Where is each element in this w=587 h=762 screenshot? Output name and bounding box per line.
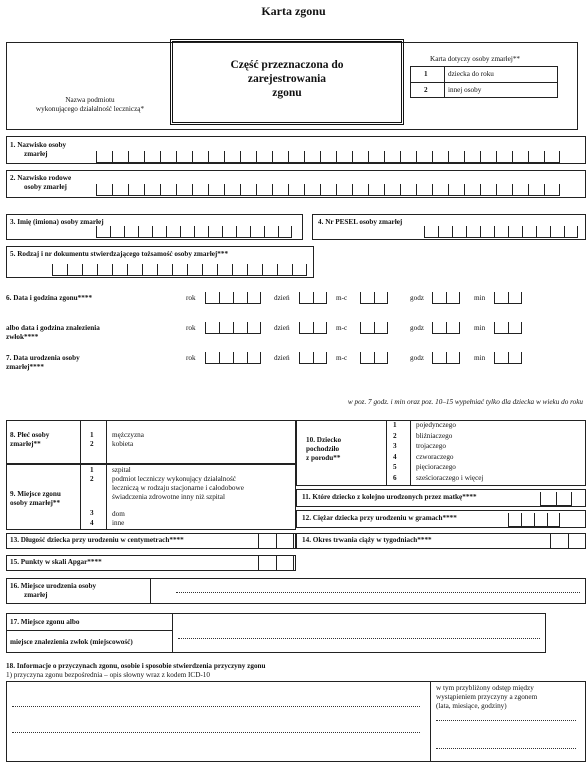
field-2-label: 2. Nazwisko rodowe osoby zmarłej: [10, 174, 72, 191]
f6-min-label: min: [474, 294, 486, 302]
sex-1-number: 1: [90, 431, 94, 439]
comb-cell[interactable]: [52, 264, 67, 276]
comb-cell[interactable]: [299, 322, 313, 334]
comb-cell[interactable]: [556, 492, 572, 506]
comb-cell[interactable]: [464, 184, 480, 196]
place-option-other[interactable]: inne: [112, 519, 125, 527]
comb-cell[interactable]: [176, 184, 192, 196]
comb-cell[interactable]: [240, 151, 256, 163]
comb-cell[interactable]: [534, 513, 547, 527]
comb-cell[interactable]: [374, 292, 388, 304]
comb-cell[interactable]: [448, 184, 464, 196]
f6b-rok-label: rok: [186, 324, 196, 332]
f7-rok-label: rok: [186, 354, 196, 362]
comb-cell[interactable]: [508, 292, 522, 304]
multiplicity-3-number: 3: [393, 442, 397, 450]
comb-cell[interactable]: [219, 292, 233, 304]
comb-cell[interactable]: [272, 151, 288, 163]
comb-cell[interactable]: [219, 352, 233, 364]
option-1-child[interactable]: dziecka do roku: [448, 70, 494, 78]
comb-cell[interactable]: [96, 226, 110, 238]
comb-cell[interactable]: [508, 352, 522, 364]
document-title: Karta zgonu: [261, 4, 326, 18]
comb-cell[interactable]: [438, 226, 452, 238]
sex-option-male[interactable]: mężczyzna: [112, 431, 144, 439]
f7-mc-label: m-c: [336, 354, 348, 362]
comb-cell[interactable]: [544, 184, 560, 196]
comb-cell[interactable]: [313, 352, 327, 364]
comb-cell[interactable]: [205, 352, 219, 364]
comb-cell[interactable]: [494, 322, 508, 334]
field-17-label-1: 17. Miejsce zgonu albo: [10, 618, 80, 626]
place-option-other-facility[interactable]: podmiot leczniczy wykonujący działalność leczniczą w rodzaju stacjonarne i całodobowe świadczenia zdrowotne inny niż szpital: [112, 475, 244, 501]
birth-minute-input[interactable]: [494, 352, 522, 364]
comb-cell[interactable]: [256, 184, 272, 196]
comb-cell[interactable]: [512, 151, 528, 163]
comb-cell[interactable]: [508, 322, 522, 334]
comb-cell[interactable]: [446, 352, 460, 364]
comb-cell[interactable]: [205, 292, 219, 304]
comb-cell[interactable]: [544, 151, 560, 163]
f6-dzien-label: dzień: [274, 294, 290, 302]
comb-cell[interactable]: [172, 264, 187, 276]
comb-cell[interactable]: [550, 226, 564, 238]
multiplicity-option-5[interactable]: pięcioraczego: [416, 463, 456, 471]
comb-cell[interactable]: [166, 226, 180, 238]
comb-cell[interactable]: [480, 151, 496, 163]
field-9-label: 9. Miejsce zgonu osoby zmarłej**: [10, 490, 61, 507]
field-16-label: 16. Miejsce urodzenia osoby zmarłej: [10, 582, 97, 599]
comb-cell[interactable]: [160, 151, 176, 163]
field-8-label: 8. Płeć osoby zmarłej**: [10, 431, 50, 448]
multiplicity-6-number: 6: [393, 473, 397, 482]
comb-cell[interactable]: [432, 292, 446, 304]
interval-label: w tym przybliżony odstęp między wystąpieniem przyczyny a zgonem (lata, miesiące, godziny): [436, 684, 538, 710]
child-fields-note: w poz. 7 godz. i min oraz poz. 10–15 wypełniać tylko dla dziecka w wieku do roku: [347, 398, 583, 406]
multiplicity-option-2[interactable]: bliźniaczego: [416, 431, 453, 440]
comb-cell[interactable]: [272, 184, 288, 196]
comb-cell[interactable]: [262, 264, 277, 276]
field-8-box: [6, 420, 296, 464]
comb-cell[interactable]: [187, 264, 202, 276]
comb-cell[interactable]: [368, 184, 384, 196]
comb-cell[interactable]: [452, 226, 466, 238]
comb-cell[interactable]: [224, 184, 240, 196]
field-5-label: 5. Rodzaj i nr dokumentu stwierdzającego tożsamość osoby zmarłej***: [10, 250, 229, 258]
birth-month-input[interactable]: [360, 352, 388, 364]
comb-cell[interactable]: [82, 264, 97, 276]
death-hour-input[interactable]: [432, 292, 460, 304]
comb-cell[interactable]: [432, 151, 448, 163]
comb-cell[interactable]: [144, 184, 160, 196]
comb-cell[interactable]: [96, 151, 112, 163]
field-12-label: 12. Ciężar dziecka przy urodzeniu w gramach****: [302, 514, 457, 522]
field-18-sublabel: 1) przyczyna zgonu bezpośrednia – opis słowny wraz z kodem ICD-10: [6, 671, 210, 679]
death-day-input[interactable]: [299, 292, 327, 304]
comb-cell[interactable]: [299, 292, 313, 304]
comb-cell[interactable]: [374, 352, 388, 364]
comb-cell[interactable]: [448, 151, 464, 163]
comb-cell[interactable]: [110, 226, 124, 238]
f7-godz-label: godz: [410, 354, 424, 362]
comb-cell[interactable]: [400, 151, 416, 163]
comb-cell[interactable]: [208, 226, 222, 238]
comb-cell[interactable]: [176, 151, 192, 163]
comb-cell[interactable]: [536, 226, 550, 238]
comb-cell[interactable]: [233, 352, 247, 364]
comb-cell[interactable]: [276, 533, 294, 549]
maiden-name-input[interactable]: [96, 184, 560, 196]
f6-mc-label: m-c: [336, 294, 348, 302]
comb-cell[interactable]: [288, 184, 304, 196]
entity-label: Nazwa podmiotu wykonującego działalność leczniczą*: [35, 96, 145, 113]
comb-cell[interactable]: [352, 184, 368, 196]
f6b-godz-label: godz: [410, 324, 424, 332]
interval-line-2-input[interactable]: [436, 748, 576, 749]
f6-godz-label: godz: [410, 294, 424, 302]
comb-cell[interactable]: [432, 352, 446, 364]
comb-cell[interactable]: [424, 226, 438, 238]
comb-cell[interactable]: [336, 184, 352, 196]
field-17-box: [6, 613, 546, 653]
comb-cell[interactable]: [112, 151, 128, 163]
option-2-number: 2: [424, 86, 428, 94]
comb-cell[interactable]: [432, 322, 446, 334]
comb-cell[interactable]: [277, 264, 292, 276]
place-option-hospital[interactable]: szpital: [112, 466, 131, 474]
comb-cell[interactable]: [160, 184, 176, 196]
comb-cell[interactable]: [496, 151, 512, 163]
multiplicity-4-number: 4: [393, 452, 397, 461]
place-option-home[interactable]: dom: [112, 510, 125, 518]
comb-cell[interactable]: [400, 184, 416, 196]
pregnancy-weeks-input[interactable]: [550, 533, 586, 549]
apgar-score-input[interactable]: [258, 555, 294, 571]
field-7-label: 7. Data urodzenia osoby zmarłej****: [6, 354, 80, 371]
comb-cell[interactable]: [299, 352, 313, 364]
death-place-input[interactable]: [178, 638, 540, 639]
birth-hour-input[interactable]: [432, 352, 460, 364]
death-month-input[interactable]: [360, 292, 388, 304]
comb-cell[interactable]: [208, 151, 224, 163]
comb-cell[interactable]: [547, 513, 560, 527]
found-year-input[interactable]: [205, 322, 261, 334]
comb-cell[interactable]: [494, 352, 508, 364]
cause-line-2-input[interactable]: [12, 732, 420, 733]
comb-cell[interactable]: [192, 184, 208, 196]
comb-cell[interactable]: [480, 184, 496, 196]
comb-cell[interactable]: [276, 555, 294, 571]
comb-cell[interactable]: [96, 184, 112, 196]
comb-cell[interactable]: [152, 226, 166, 238]
comb-cell[interactable]: [142, 264, 157, 276]
comb-cell[interactable]: [384, 151, 400, 163]
comb-cell[interactable]: [288, 151, 304, 163]
option-1-number: 1: [424, 70, 428, 78]
comb-cell[interactable]: [446, 322, 460, 334]
death-year-input[interactable]: [205, 292, 261, 304]
field-11-label: 11. Które dziecko z kolejno urodzonych przez matkę****: [302, 493, 477, 501]
comb-cell[interactable]: [368, 151, 384, 163]
comb-cell[interactable]: [240, 184, 256, 196]
multiplicity-option-3[interactable]: trojaczego: [416, 442, 446, 450]
multiplicity-option-6[interactable]: sześcioraczego i więcej: [416, 473, 484, 482]
field-15-label: 15. Punkty w skali Apgar****: [10, 558, 102, 566]
surname-input[interactable]: [96, 151, 560, 163]
multiplicity-5-number: 5: [393, 463, 397, 471]
first-names-input[interactable]: [96, 226, 292, 238]
comb-cell[interactable]: [250, 226, 264, 238]
multiplicity-2-number: 2: [393, 431, 397, 440]
comb-cell[interactable]: [292, 264, 307, 276]
field-13-label: 13. Długość dziecka przy urodzeniu w centymetrach****: [10, 536, 184, 544]
cause-line-1-input[interactable]: [12, 706, 420, 707]
f6b-mc-label: m-c: [336, 324, 348, 332]
f7-dzien-label: dzień: [274, 354, 290, 362]
comb-cell[interactable]: [313, 322, 327, 334]
comb-cell[interactable]: [336, 151, 352, 163]
field-6-label: 6. Data i godzina zgonu****: [6, 294, 93, 302]
f6-rok-label: rok: [186, 294, 196, 302]
f6b-dzien-label: dzień: [274, 324, 290, 332]
comb-cell[interactable]: [508, 513, 521, 527]
place-2-number: 2: [90, 475, 94, 483]
comb-cell[interactable]: [247, 322, 261, 334]
comb-cell[interactable]: [508, 226, 522, 238]
comb-cell[interactable]: [360, 352, 374, 364]
comb-cell[interactable]: [157, 264, 172, 276]
comb-cell[interactable]: [564, 226, 578, 238]
comb-cell[interactable]: [258, 555, 276, 571]
comb-cell[interactable]: [180, 226, 194, 238]
comb-cell[interactable]: [217, 264, 232, 276]
comb-cell[interactable]: [416, 184, 432, 196]
field-10-label: 10. Dziecko pochodziło z porodu**: [306, 436, 342, 462]
comb-cell[interactable]: [540, 492, 556, 506]
comb-cell[interactable]: [144, 151, 160, 163]
comb-cell[interactable]: [247, 292, 261, 304]
comb-cell[interactable]: [264, 226, 278, 238]
card-concerns-label: Karta dotyczy osoby zmarłej**: [430, 55, 521, 63]
comb-cell[interactable]: [521, 513, 534, 527]
comb-cell[interactable]: [97, 264, 112, 276]
field-3-label: 3. Imię (imiona) osoby zmarłej: [10, 218, 104, 226]
comb-cell[interactable]: [494, 226, 508, 238]
comb-cell[interactable]: [233, 292, 247, 304]
comb-cell[interactable]: [528, 184, 544, 196]
sex-option-female[interactable]: kobieta: [112, 440, 134, 448]
comb-cell[interactable]: [313, 292, 327, 304]
comb-cell[interactable]: [128, 151, 144, 163]
found-hour-input[interactable]: [432, 322, 460, 334]
comb-cell[interactable]: [374, 322, 388, 334]
comb-cell[interactable]: [522, 226, 536, 238]
comb-cell[interactable]: [496, 184, 512, 196]
birthplace-input[interactable]: [176, 592, 580, 593]
comb-cell[interactable]: [304, 184, 320, 196]
comb-cell[interactable]: [258, 533, 276, 549]
comb-cell[interactable]: [494, 292, 508, 304]
comb-cell[interactable]: [247, 264, 262, 276]
comb-cell[interactable]: [512, 184, 528, 196]
comb-cell[interactable]: [304, 151, 320, 163]
comb-cell[interactable]: [466, 226, 480, 238]
comb-cell[interactable]: [247, 352, 261, 364]
comb-cell[interactable]: [446, 292, 460, 304]
birth-weight-input[interactable]: [508, 513, 560, 527]
field-1-label: 1. Nazwisko osoby zmarłej: [10, 141, 67, 158]
comb-cell[interactable]: [224, 151, 240, 163]
comb-cell[interactable]: [202, 264, 217, 276]
comb-cell[interactable]: [320, 151, 336, 163]
registration-part-title: Część przeznaczona do zarejestrowania zgonu: [230, 59, 344, 99]
comb-cell[interactable]: [550, 533, 568, 549]
comb-cell[interactable]: [528, 151, 544, 163]
comb-cell[interactable]: [256, 151, 272, 163]
comb-cell[interactable]: [568, 533, 586, 549]
f7-min-label: min: [474, 354, 486, 362]
found-day-input[interactable]: [299, 322, 327, 334]
birth-order-input[interactable]: [540, 492, 572, 506]
comb-cell[interactable]: [192, 151, 208, 163]
comb-cell[interactable]: [205, 322, 219, 334]
comb-cell[interactable]: [278, 226, 292, 238]
comb-cell[interactable]: [138, 226, 152, 238]
field-18-label: 18. Informacje o przyczynach zgonu, osobie i sposobie stwierdzenia przyczyny zgonu: [6, 662, 266, 670]
birth-length-input[interactable]: [258, 533, 294, 549]
multiplicity-option-4[interactable]: czworaczego: [416, 452, 454, 461]
field-14-label: 14. Okres trwania ciąży w tygodniach****: [302, 536, 432, 544]
comb-cell[interactable]: [124, 226, 138, 238]
field-6b-label: albo data i godzina znalezienia zwłok****: [6, 324, 100, 341]
comb-cell[interactable]: [360, 292, 374, 304]
interval-line-1-input[interactable]: [436, 720, 576, 721]
comb-cell[interactable]: [384, 184, 400, 196]
death-minute-input[interactable]: [494, 292, 522, 304]
place-4-number: 4: [90, 519, 94, 527]
comb-cell[interactable]: [464, 151, 480, 163]
place-3-number: 3: [90, 509, 94, 517]
multiplicity-1-number: 1: [393, 421, 397, 429]
comb-cell[interactable]: [352, 151, 368, 163]
field-4-label: 4. Nr PESEL osoby zmarłej: [318, 218, 403, 226]
comb-cell[interactable]: [416, 151, 432, 163]
comb-cell[interactable]: [127, 264, 142, 276]
comb-cell[interactable]: [233, 322, 247, 334]
f6b-min-label: min: [474, 324, 486, 332]
comb-cell[interactable]: [432, 184, 448, 196]
document-id-input[interactable]: [52, 264, 307, 276]
place-1-number: 1: [90, 466, 94, 474]
comb-cell[interactable]: [222, 226, 236, 238]
birth-day-input[interactable]: [299, 352, 327, 364]
multiplicity-option-1[interactable]: pojedynczego: [416, 421, 456, 429]
comb-cell[interactable]: [112, 264, 127, 276]
field-17-label-2: miejsce znalezienia zwłok (miejscowość): [10, 638, 133, 646]
comb-cell[interactable]: [219, 322, 233, 334]
comb-cell[interactable]: [67, 264, 82, 276]
option-2-other[interactable]: innej osoby: [448, 86, 482, 94]
comb-cell[interactable]: [480, 226, 494, 238]
comb-cell[interactable]: [360, 322, 374, 334]
sex-2-number: 2: [90, 440, 94, 448]
comb-cell[interactable]: [208, 184, 224, 196]
found-month-input[interactable]: [360, 322, 388, 334]
comb-cell[interactable]: [194, 226, 208, 238]
comb-cell[interactable]: [232, 264, 247, 276]
found-minute-input[interactable]: [494, 322, 522, 334]
comb-cell[interactable]: [128, 184, 144, 196]
comb-cell[interactable]: [236, 226, 250, 238]
pesel-input[interactable]: [424, 226, 578, 238]
comb-cell[interactable]: [320, 184, 336, 196]
comb-cell[interactable]: [112, 184, 128, 196]
birth-year-input[interactable]: [205, 352, 261, 364]
